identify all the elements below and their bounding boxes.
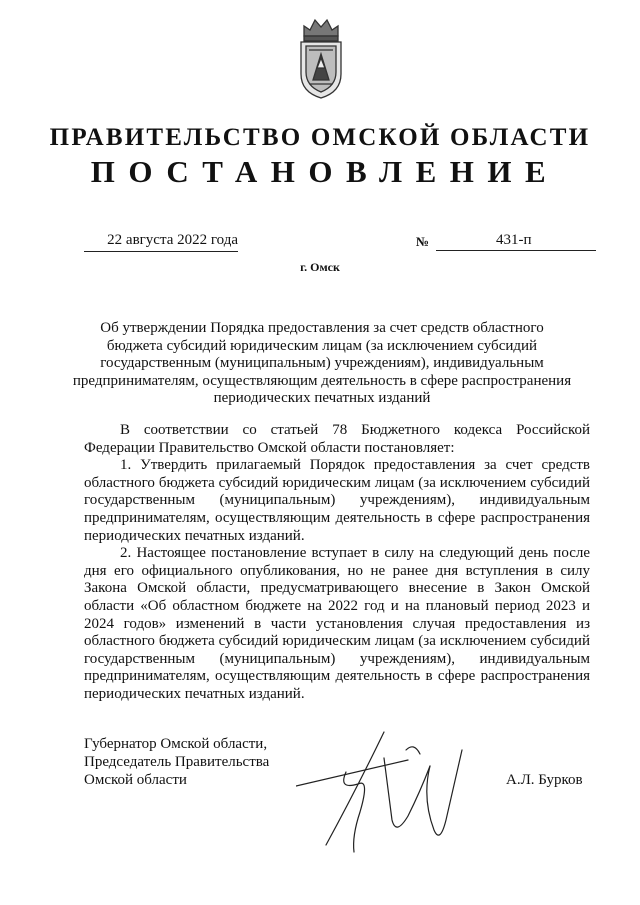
paragraph-preamble: В соответствии со статьей 78 Бюджетного кодекса Российской Федерации Правительство Омской области постановляет: — [84, 422, 590, 456]
signatory-line: Губернатор Омской области, — [84, 736, 268, 752]
signatory-line: Председатель Правительства — [84, 753, 270, 770]
paragraph-item-2: 2. Настоящее постановление вступает в силу на следующий день после дня его официального опубликования, но не ранее дня вступления в силу Закона Омской области, предусматривающего внесение в Закон Омской области «Об областном бюджете на 2022 год и на плановый период 2023 и 2024 годов» изменений в части установления случая предоставления из областного бюджета субсидий юридическим лицам (за исключением субсидий государственным (муниципальным) учреждениям), индивидуальным предпринимателям, осуществляющим деятельность в сфере распространения периодических печатных изданий. — [84, 545, 590, 702]
document-date: 22 августа 2022 года — [84, 232, 238, 252]
signatory-name: А.Л. Бурков — [506, 772, 583, 788]
city: г. Омск — [300, 260, 340, 274]
document-type: ПОСТАНОВЛЕНИЕ — [90, 154, 560, 189]
paragraph-item-1: 1. Утвердить прилагаемый Порядок предоставления за счет средств областного бюджета субсидий юридическим лицам (за исключением субсидий государственным (муниципальным) учреждениям), индивидуальным предпринимателям, осуществляющим деятельность в сфере распространения периодических печатных изданий. — [84, 457, 590, 544]
coat-of-arms-icon — [296, 14, 346, 100]
signatory-line: Омской области — [84, 771, 187, 788]
signatory-position — [84, 736, 324, 789]
document-number: 431-п — [436, 232, 596, 251]
handwritten-signature — [296, 720, 496, 860]
number-label: № — [416, 234, 430, 249]
document-body — [84, 422, 590, 704]
document-title: Об утверждении Порядка предоставления за счет средств областного бюджета субсидий юридическим лицам (за исключением субсидий государственным (муниципальным) учреждениям), индивидуальным предпринимателям, осуществляющим деятельность в сфере распространения периодических печатных изданий — [72, 320, 572, 407]
organization-name: ПРАВИТЕЛЬСТВО ОМСКОЙ ОБЛАСТИ — [49, 124, 591, 151]
